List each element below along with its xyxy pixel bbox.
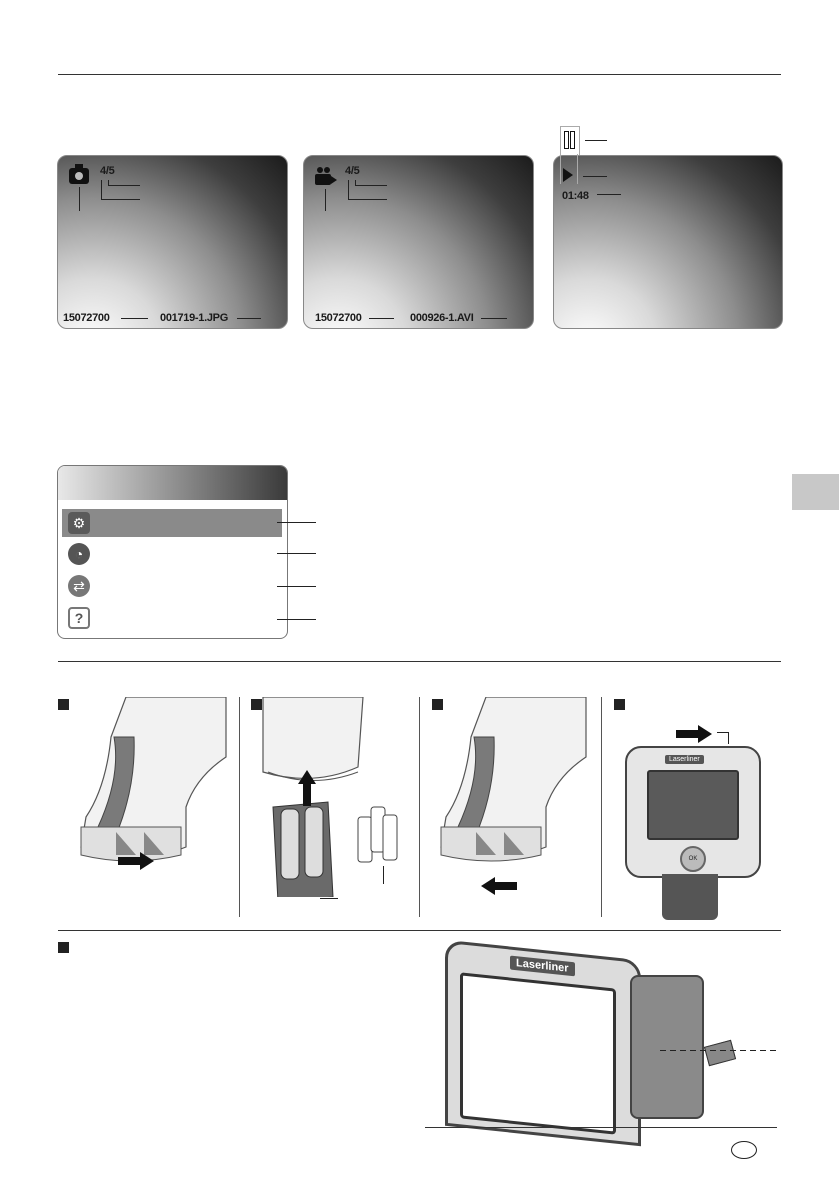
chapter-tab	[792, 474, 839, 510]
device-front	[625, 746, 761, 878]
callout-line	[348, 199, 387, 200]
device-brand: Laserliner	[510, 956, 575, 977]
file-counter: 4/5	[100, 165, 115, 177]
camera-icon	[69, 168, 89, 184]
file-counter: 4/5	[345, 165, 360, 177]
callout-line	[101, 180, 102, 199]
callout-line	[348, 180, 349, 199]
sd-card-icon	[704, 1040, 736, 1067]
callout-line	[728, 732, 729, 744]
callout-line	[108, 185, 140, 186]
screen-code: 15072700	[315, 312, 362, 324]
device-angled	[445, 940, 641, 1147]
device-screen	[460, 972, 616, 1134]
top-rule	[58, 74, 781, 75]
photo-playback-screen	[57, 155, 288, 329]
ok-button[interactable]: OK	[680, 846, 706, 872]
menu-header	[58, 466, 287, 500]
arrow-right-icon	[118, 852, 154, 870]
step-marker-4	[614, 699, 625, 710]
callout-line	[277, 553, 316, 554]
callout-line	[369, 318, 394, 319]
device-neck	[662, 874, 718, 920]
callout-line	[577, 154, 578, 184]
menu-item-settings[interactable]	[62, 509, 282, 537]
video-play-screen	[553, 155, 783, 329]
screen-code: 15072700	[63, 312, 110, 324]
arrow-up-icon	[298, 770, 316, 806]
file-name: 000926-1.AVI	[410, 312, 474, 324]
play-time: 01:48	[562, 190, 589, 202]
section-rule	[58, 930, 781, 931]
callout-line	[79, 187, 80, 211]
callout-line	[560, 154, 561, 184]
battery-illustration	[253, 697, 423, 897]
arrow-right-icon	[676, 725, 712, 743]
callout-line	[237, 318, 261, 319]
callout-line	[583, 176, 607, 177]
section-rule	[58, 661, 781, 662]
handle-illustration-1	[76, 697, 236, 877]
help-icon: ?	[68, 607, 90, 629]
device-side	[630, 975, 704, 1119]
step-marker-1	[58, 699, 69, 710]
menu-item-file-transfer[interactable]	[62, 572, 282, 600]
callout-line	[597, 194, 621, 195]
file-transfer-icon: ⇄	[68, 575, 90, 597]
callout-line	[585, 140, 607, 141]
video-playback-screen	[303, 155, 534, 329]
handle-illustration-2	[436, 697, 596, 877]
device-screen	[647, 770, 739, 840]
callout-line	[277, 522, 316, 523]
pause-icon	[564, 131, 574, 147]
callout-line	[277, 586, 316, 587]
column-divider	[601, 697, 602, 917]
insertion-line	[660, 1050, 778, 1051]
video-camera-icon	[315, 174, 331, 185]
callout-line	[320, 898, 338, 899]
settings-icon: ⚙	[68, 512, 90, 534]
callout-line	[277, 619, 316, 620]
play-icon	[563, 168, 573, 182]
callout-line	[101, 199, 140, 200]
menu-item-help[interactable]	[62, 604, 282, 632]
callout-line	[325, 189, 326, 211]
column-divider	[239, 697, 240, 917]
language-badge	[731, 1141, 757, 1159]
file-name: 001719-1.JPG	[160, 312, 228, 324]
menu-item-aperture[interactable]	[62, 540, 282, 568]
callout-line	[481, 318, 507, 319]
main-menu-screen	[57, 465, 288, 639]
arrow-left-icon	[481, 877, 517, 895]
callout-line	[383, 866, 384, 884]
callout-line	[121, 318, 148, 319]
callout-line	[355, 185, 387, 186]
aperture-icon: ◔	[68, 543, 90, 565]
step-marker-5	[58, 942, 69, 953]
footer-rule	[425, 1127, 777, 1128]
device-brand: Laserliner	[665, 755, 704, 764]
